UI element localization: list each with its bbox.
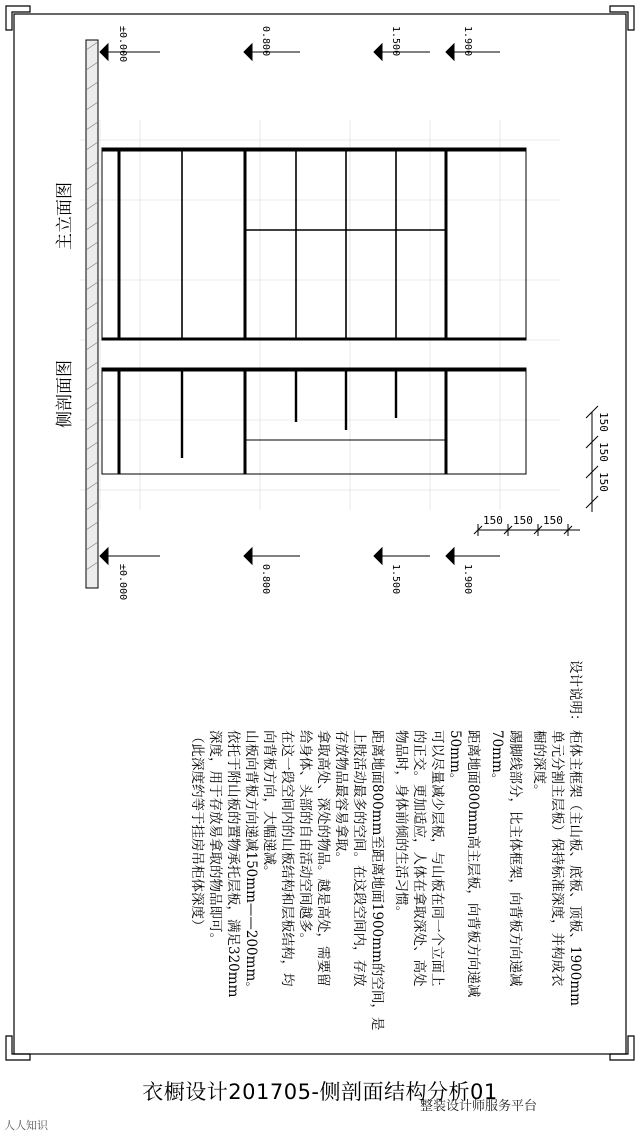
- main-elevation-cabinet: [102, 148, 526, 340]
- note-line-13: 存放物品最容易拿取。: [333, 730, 349, 865]
- note-line-7: 50mm。: [447, 730, 463, 787]
- note-line-8: 可以尽量减少层板，与山板在同一个立面上: [429, 730, 445, 987]
- dim-v-1: 150: [597, 442, 610, 462]
- note-line-21: （此深度约等于挂房吊柜体深度）: [189, 730, 205, 933]
- floor-slab: [86, 40, 98, 588]
- dim-v-2: 150: [597, 472, 610, 492]
- view-title-main-elevation: 主立面图: [55, 182, 75, 250]
- note-line-12: 上肢活动最多的空间。在这段空间内，存放: [351, 730, 367, 987]
- note-line-4: 踢脚线部分，比主体框架，向背板方向递减: [507, 730, 523, 987]
- sheet-title: 衣橱设计201705-侧剖面结构分析01: [142, 1080, 498, 1104]
- level-label-top-3: 1.900: [462, 26, 473, 57]
- note-line-18: 山板向背板方向递减150mm——200mm。: [243, 730, 259, 995]
- note-line-17: 向背板方向，大幅递减。: [261, 730, 277, 879]
- note-line-14: 拿取高处、深处的物品。越是高处，需要留: [315, 730, 331, 987]
- level-label-bottom-1: 0.800: [260, 564, 271, 595]
- note-line-6: 距离地面800mm高主层板，向背板方向递减: [465, 730, 481, 998]
- note-line-5: 70mm。: [489, 730, 505, 787]
- note-line-20: 深度，用于存放易拿取的物品即可。: [207, 730, 223, 946]
- note-line-3: 橱的深度。: [531, 730, 547, 798]
- dim-h-2: 150: [543, 514, 563, 527]
- note-line-19: 依托于附山板的置物承托层板，满足320mm: [225, 730, 241, 998]
- note-line-10: 物品时，身体前倾的生活习惯。: [393, 730, 409, 919]
- background-grid: [80, 120, 560, 510]
- brand-label: 整装设计师服务平台: [420, 1099, 538, 1114]
- corner-mark: 人人知识: [4, 1119, 48, 1132]
- level-label-top-1: 0.800: [260, 26, 271, 57]
- level-label-bottom-3: 1.900: [462, 564, 473, 595]
- level-label-top-2: 1.500: [390, 26, 401, 57]
- dim-h-0: 150: [483, 514, 503, 527]
- dim-h-1: 150: [513, 514, 533, 527]
- note-line-16: 在这一段空间内的山板结构和层板结构，均: [279, 730, 295, 987]
- note-line-11: 距离地面800mm至距离地面1900mm的空间，是: [369, 730, 385, 1031]
- level-label-bottom-2: 1.500: [390, 564, 401, 595]
- level-label-bottom-0: ±0.000: [117, 564, 128, 601]
- level-markers-bottom: [100, 548, 500, 564]
- note-line-2: 单元分割主层板）保持标准深度，并构成衣: [549, 730, 565, 987]
- side-section-cabinet: [102, 368, 526, 474]
- level-label-top-0: ±0.000: [117, 26, 128, 63]
- note-line-1: 柜体主框架（主山板、底板、顶板、1900mm: [567, 730, 583, 1006]
- dim-v-0: 150: [597, 412, 610, 432]
- note-line-9: 的正交。更加适应，人体在拿取深处、高处: [411, 730, 427, 987]
- note-line-0: 设计说明：: [567, 660, 583, 728]
- view-title-side-section: 侧剖面图: [55, 360, 75, 428]
- note-line-15: 给身体、头部的自由活动空间越多。: [297, 730, 313, 946]
- level-markers-top: [100, 44, 500, 60]
